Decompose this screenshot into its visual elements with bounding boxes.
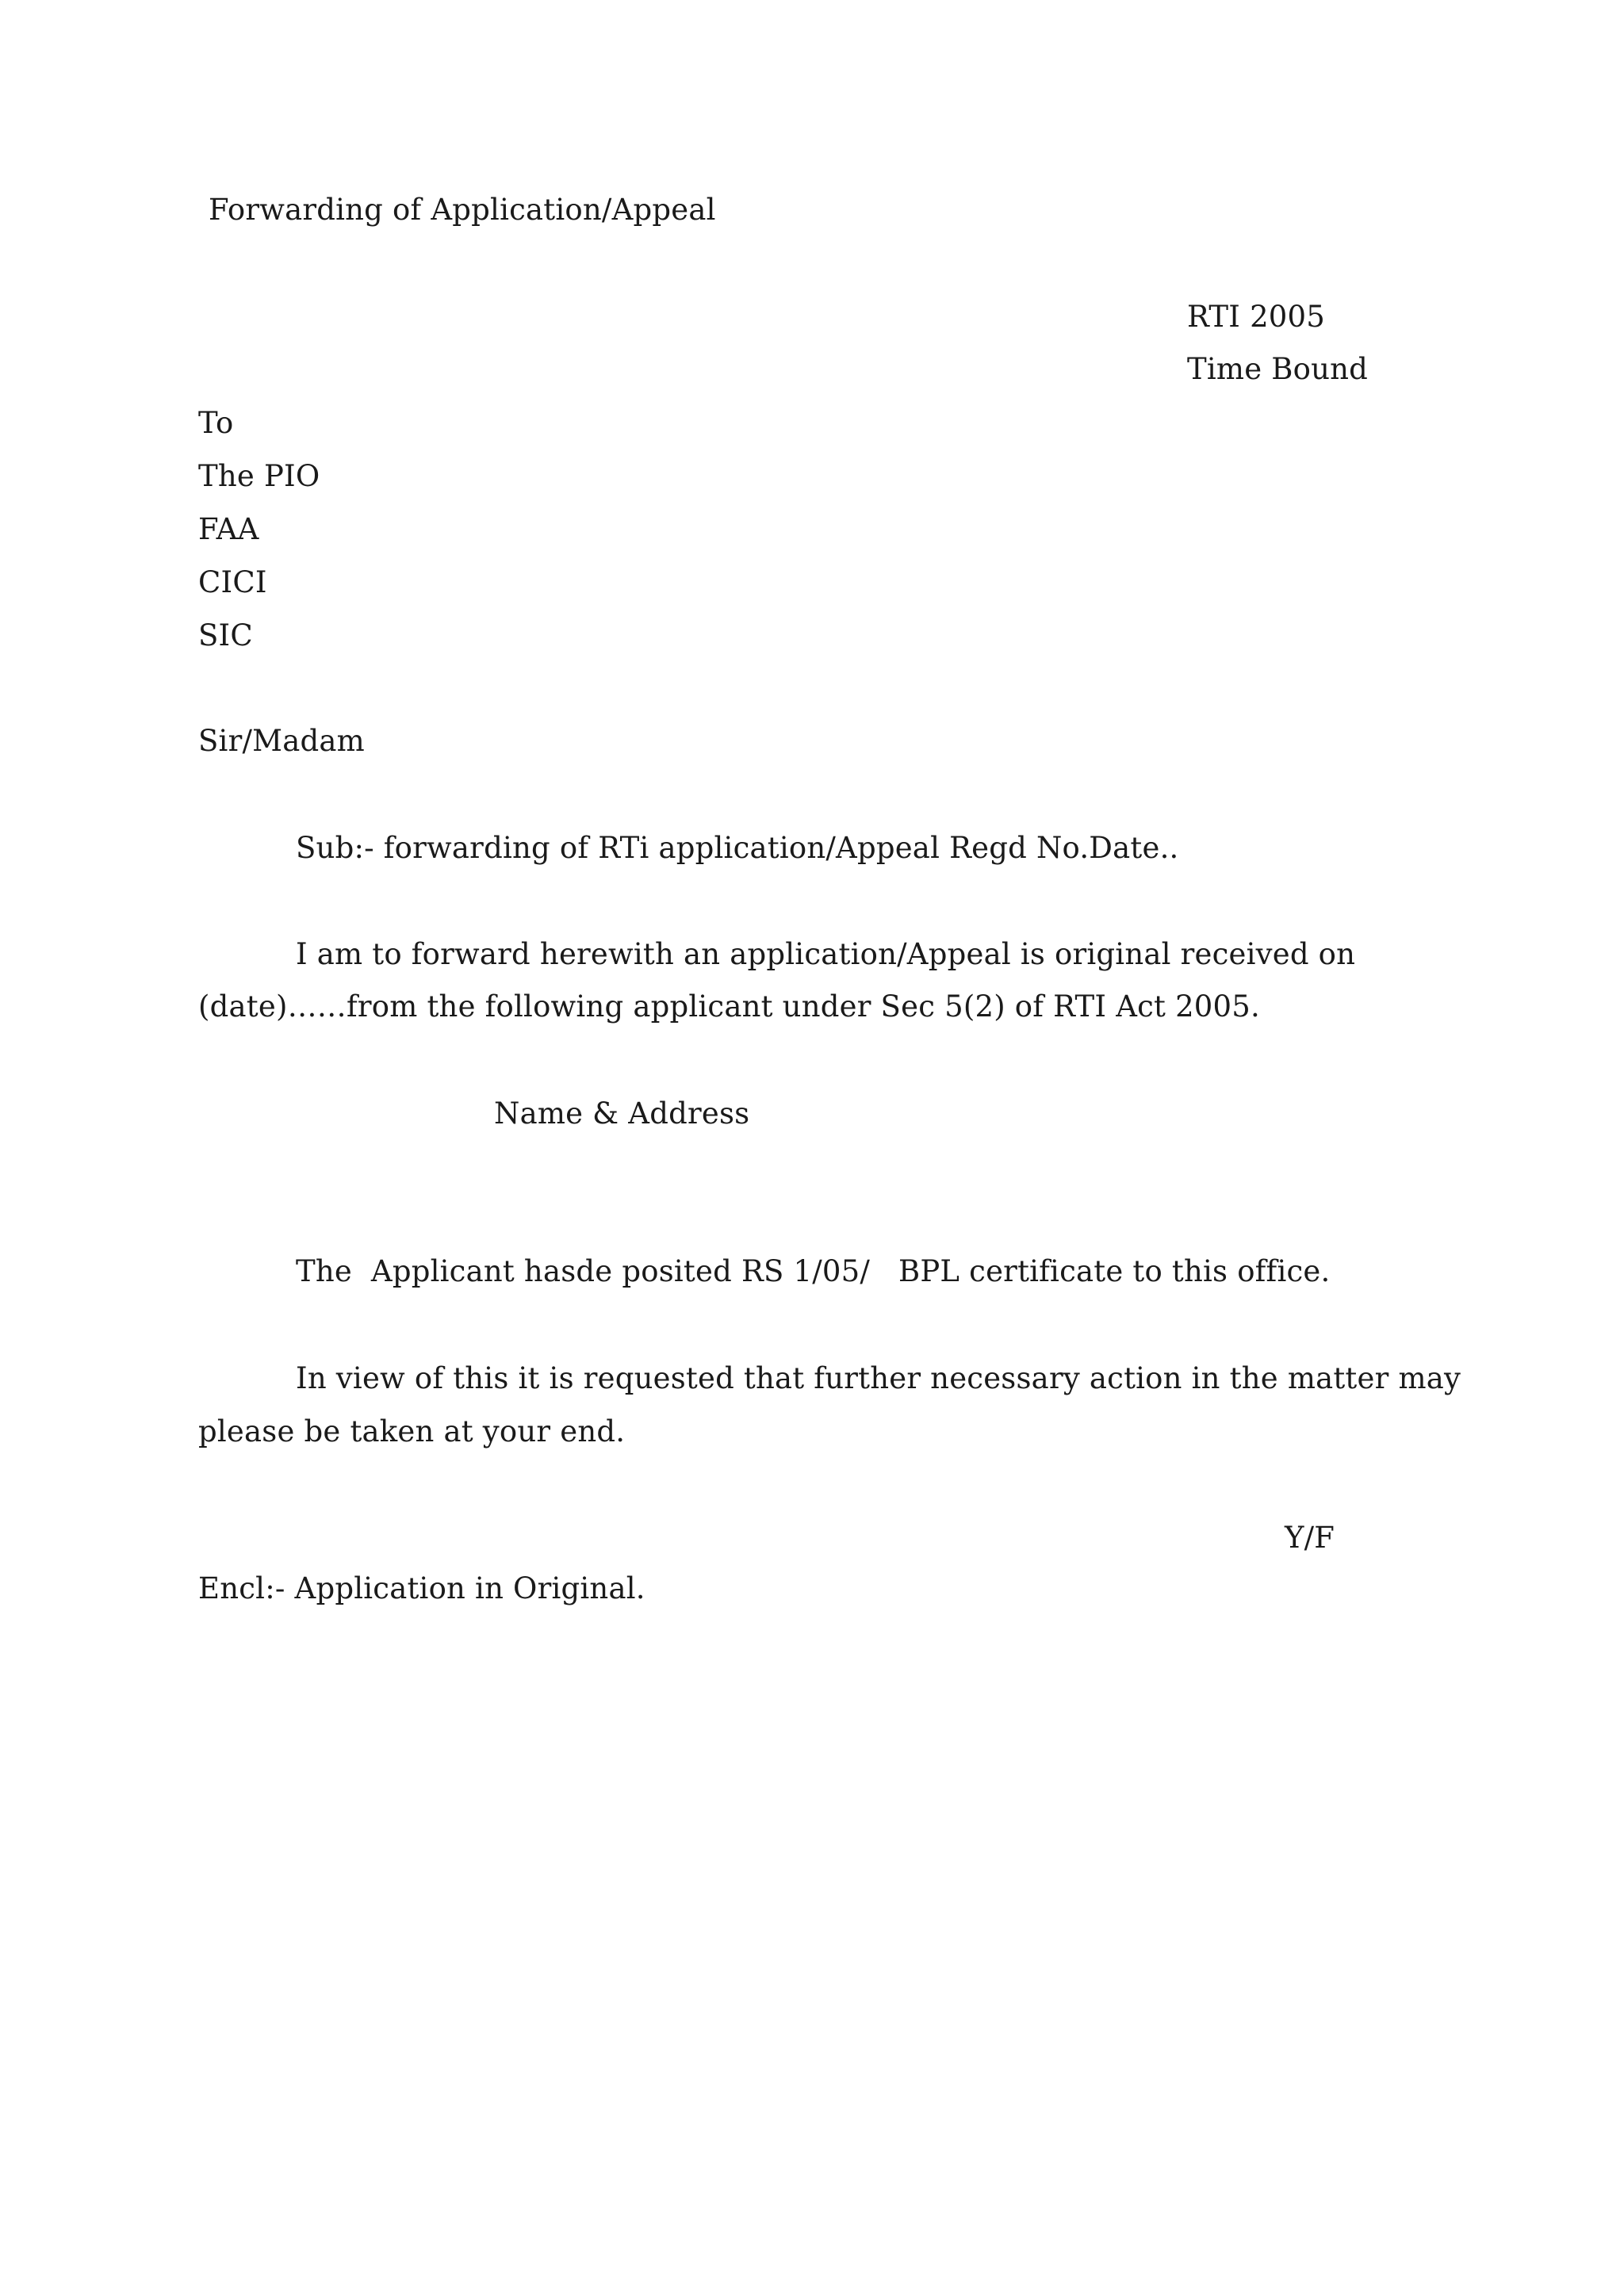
subject-line: Sub:- forwarding of RTi application/Appeal Regd No.Date.. [296,831,1179,865]
time-bound-label: Time Bound [1187,352,1369,386]
name-address-placeholder: Name & Address [494,1096,750,1131]
to-label: To [198,406,234,440]
addressee-sic: SIC [198,618,253,652]
rti-reference: RTI 2005 [1187,300,1326,334]
enclosure-note: Encl:- Application in Original. [198,1571,645,1605]
body-paragraph-2: The Applicant hasde posited RS 1/05/ BPL certificate to this office. [296,1254,1331,1288]
body-paragraph-3-line-2: please be taken at your end. [198,1414,626,1448]
sign-off: Y/F [1285,1521,1335,1555]
addressee-pio: The PIO [198,459,320,493]
body-paragraph-1-line-1: I am to forward herewith an application/Appeal is original received on [296,937,1356,971]
salutation: Sir/Madam [198,724,365,758]
addressee-cici: CICI [198,565,267,599]
body-paragraph-1-line-2: (date)……from the following applicant under Sec 5(2) of RTI Act 2005. [198,989,1260,1024]
letter-title: Forwarding of Application/Appeal [209,193,716,227]
addressee-faa: FAA [198,512,259,546]
body-paragraph-3-line-1: In view of this it is requested that further necessary action in the matter may [296,1361,1461,1395]
